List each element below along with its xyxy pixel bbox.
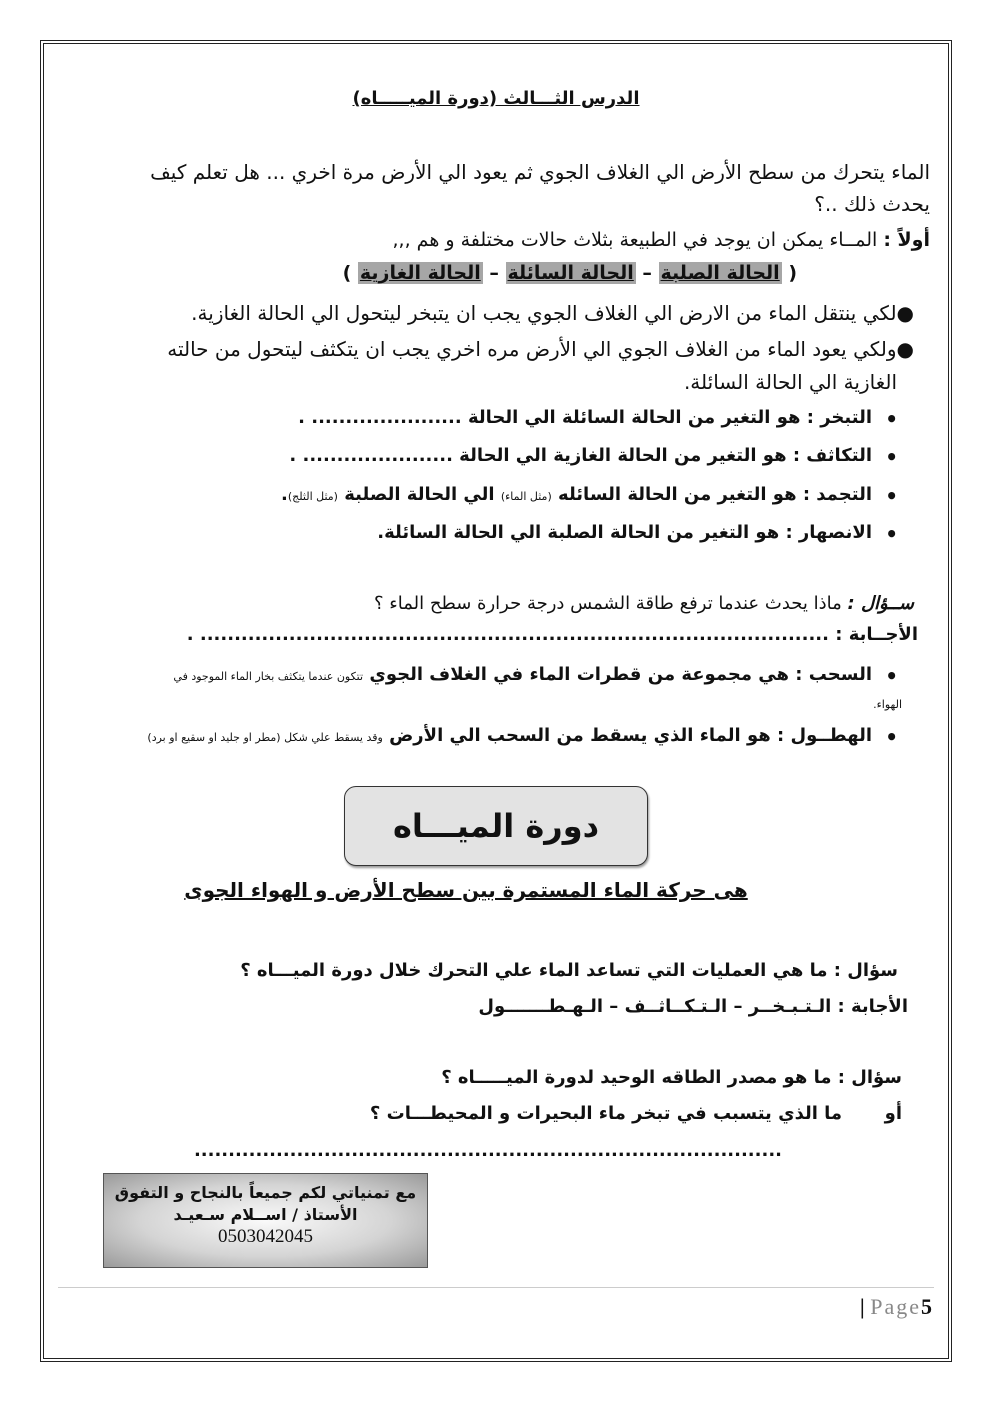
def-clouds-main: السحب : هي مجموعة من قطرات الماء في الغلاف الجوي	[369, 664, 872, 685]
states-open: (	[788, 262, 797, 284]
state-gas: الحالة الغازية	[359, 262, 481, 284]
lesson-title: الدرس الثـــالث (دورة الميـــــاه)	[352, 88, 640, 109]
question-2: سؤال : ما هي العمليات التي تساعد الماء علي التحرك خلال دورة الميـــاه ؟	[240, 960, 898, 981]
def-melting: الانصهار : هو التغير من الحالة الصلبة الي الحالة السائلة. •	[377, 522, 872, 543]
footer-separator: |	[859, 1294, 865, 1319]
states-line	[343, 262, 797, 284]
bullet-dot-icon: ●	[896, 301, 914, 325]
signature-box	[103, 1173, 428, 1268]
def-clouds-note: تتكون عندما يتكثف بخار الماء الموجود في	[173, 670, 364, 683]
state-liquid: الحالة السائلة	[507, 262, 634, 284]
bullet-evaporate-text: لكي ينتقل الماء من الارض الي الغلاف الجوي يجب ان يتبخر ليتحول الي الحالة الغازية.	[191, 301, 897, 325]
first-point	[393, 224, 930, 256]
def-rain-main: الهطــول : هو الماء الذي يسقط من السحب الي الأرض	[389, 725, 872, 746]
def-clouds-note-2: الهواء.	[873, 698, 902, 711]
def-freezing-note-1: (مثل الماء)	[500, 490, 552, 503]
def-condensation: التكاثف : هو التغير من الحالة الغازية الي الحالة ...................... . •	[289, 445, 872, 466]
water-cycle-title-box: دورة الميـــاه	[344, 786, 648, 866]
bullet-evaporate	[191, 297, 914, 329]
def-freezing-note-2: (مثل الثلج)	[287, 490, 338, 503]
question-3-alt-text: ما الذي يتسبب في تبخر ماء البحيرات و المحيطـــات ؟	[369, 1103, 843, 1124]
def-rain-note: وقد يسقط علي شكل (مطر او جليد او سقيع او برد)	[147, 731, 383, 744]
question-3-alt	[370, 1103, 902, 1124]
question-1-label: ســؤال :	[847, 593, 914, 614]
def-freezing-end: .	[281, 484, 288, 505]
first-text: المــاء يمكن ان يوجد في الطبيعة بثلاث حالات مختلفة و هم ,,,	[392, 229, 878, 251]
answer-2: الأجابة : الـتـبـخــر – الـتـكــاثــف – الـهـطـــــــول	[478, 996, 908, 1017]
states-close: )	[342, 262, 352, 284]
footer-page-number: 5	[921, 1294, 932, 1319]
signature-line-2: الأستاذ / اســلام سـعيـد	[173, 1205, 358, 1224]
answer-1: الأجــابة : ............................................................................................ .	[186, 624, 918, 645]
bullet-condense-text: ولكي يعود الماء من الغلاف الجوي الي الأرض مره اخري يجب ان يتكثف ليتحول من حالته	[167, 337, 897, 361]
footer-page-label: Page	[870, 1294, 921, 1319]
def-freezing	[281, 484, 872, 505]
bullet-dot-icon: ●	[896, 337, 914, 361]
signature-line-1: مع تمنياتي لكم جميعاً بالنجاح و التفوق	[114, 1183, 417, 1202]
def-evaporation: التبخر : هو التغير من الحالة السائلة الي الحالة ...................... . •	[298, 407, 872, 428]
page-footer	[860, 1294, 932, 1320]
intro-line-1: الماء يتحرك من سطح الأرض الي الغلاف الجوي ثم يعود الي الأرض مرة اخري ... هل تعلم كيف	[150, 160, 930, 184]
bullet-condense	[167, 333, 914, 365]
def-clouds	[173, 664, 872, 685]
def-freezing-mid: الي الحالة الصلبة	[344, 484, 495, 505]
def-freezing-main: التجمد : هو التغير من الحالة السائله	[558, 484, 872, 505]
footer-divider	[58, 1287, 934, 1288]
state-solid: الحالة الصلبة	[660, 262, 780, 284]
states-dash-1: –	[642, 262, 652, 284]
signature-phone: 0503042045	[218, 1226, 313, 1247]
def-rain	[147, 725, 872, 746]
question-3-or: أو	[884, 1103, 902, 1124]
water-cycle-definition: هى حركة الماء المستمرة بين سطح الأرض و الهواء الجوى	[184, 878, 748, 902]
question-1-text: ماذا يحدث عندما ترفع طاقة الشمس درجة حرارة سطح الماء ؟	[374, 593, 842, 614]
first-label: أولاً :	[883, 229, 930, 251]
states-dash-2: –	[489, 262, 499, 284]
answer-3-dots: ......................................................................................	[193, 1140, 782, 1161]
intro-line-2: يحدث ذلك ..؟	[814, 192, 930, 216]
bullet-condense-line-2: الغازية الي الحالة السائلة.	[683, 370, 897, 394]
question-3: سؤال : ما هو مصدر الطاقه الوحيد لدورة الميـــــاه ؟	[441, 1067, 902, 1088]
question-1	[374, 588, 914, 620]
